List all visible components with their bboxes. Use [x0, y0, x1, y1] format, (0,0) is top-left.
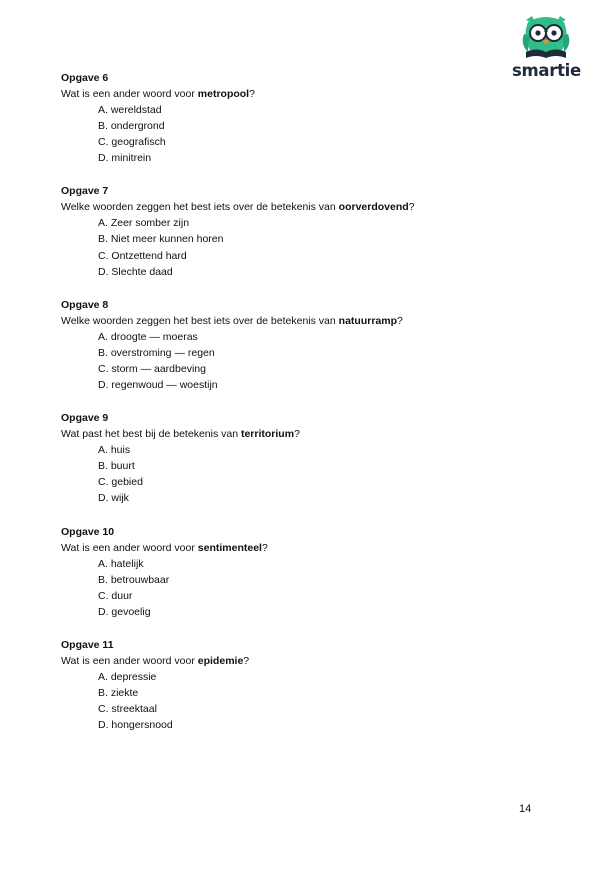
option-b: B. Niet meer kunnen horen: [98, 233, 224, 246]
question-title: Opgave 9: [61, 412, 109, 425]
option-b: B. buurt: [98, 460, 135, 473]
option-d: D. minitrein: [98, 152, 152, 165]
question-6: [61, 70, 501, 166]
option-a: A. droogte — moeras: [98, 330, 198, 343]
option-d: D. gevoelig: [98, 605, 151, 618]
question-keyword: metropool: [197, 88, 250, 100]
question-prompt: Welke woorden zeggen het best iets over de betekenis van natuurramp?: [61, 314, 403, 327]
question-prompt: Wat past het best bij de betekenis van territorium?: [61, 428, 300, 441]
question-prompt: Welke woorden zeggen het best iets over de betekenis van oorverdovend?: [61, 201, 415, 214]
answer-options: [61, 102, 501, 166]
page-number: 14: [519, 803, 532, 815]
brand-logo: [510, 14, 582, 84]
option-c: C. gebied: [98, 476, 143, 489]
question-prompt: Wat is een ander woord voor epidemie?: [61, 654, 250, 667]
option-b: B. betrouwbaar: [98, 573, 170, 586]
owl-icon: [518, 14, 574, 60]
question-keyword: natuurramp: [338, 314, 397, 327]
option-b: B. ziekte: [98, 686, 139, 699]
option-c: C. geografisch: [98, 136, 166, 149]
question-title: Opgave 6: [61, 72, 109, 84]
option-a: A. Zeer somber zijn: [98, 217, 190, 230]
question-keyword: sentimenteel: [197, 541, 262, 554]
question-title: Opgave 11: [61, 638, 114, 651]
question-9: [61, 410, 501, 506]
question-title: Opgave 8: [61, 298, 109, 311]
question-8: [61, 297, 501, 393]
option-d: D. hongersnood: [98, 719, 173, 732]
option-b: B. ondergrond: [98, 120, 165, 133]
option-b: B. overstroming — regen: [98, 346, 215, 359]
answer-options: [61, 556, 501, 620]
option-d: D. Slechte daad: [98, 265, 173, 278]
question-keyword: territorium: [240, 428, 295, 441]
option-a: A. huis: [98, 444, 131, 457]
option-c: C. storm — aardbeving: [98, 362, 206, 375]
answer-options: [61, 215, 501, 279]
question-7: [61, 183, 501, 279]
question-keyword: oorverdovend: [338, 201, 409, 214]
brand-name: smartie: [512, 61, 581, 80]
question-title: Opgave 7: [61, 185, 109, 198]
question-keyword: epidemie: [197, 654, 244, 667]
option-d: D. regenwoud — woestijn: [98, 379, 218, 392]
answer-options: [61, 329, 501, 393]
option-c: C. duur: [98, 589, 133, 602]
option-a: A. hatelijk: [98, 557, 144, 570]
question-10: [61, 524, 501, 620]
answer-options: [61, 669, 501, 733]
question-title: Opgave 10: [61, 525, 115, 538]
answer-options: [61, 442, 501, 506]
question-11: [61, 637, 501, 733]
option-a: A. wereldstad: [98, 104, 162, 116]
option-c: C. Ontzettend hard: [98, 249, 187, 262]
question-prompt: Wat is een ander woord voor metropool?: [61, 88, 255, 100]
option-c: C. streektaal: [98, 703, 157, 716]
question-list: [61, 70, 501, 750]
option-d: D. wijk: [98, 492, 129, 505]
question-prompt: Wat is een ander woord voor sentimenteel?: [61, 541, 268, 554]
option-a: A. depressie: [98, 670, 157, 683]
